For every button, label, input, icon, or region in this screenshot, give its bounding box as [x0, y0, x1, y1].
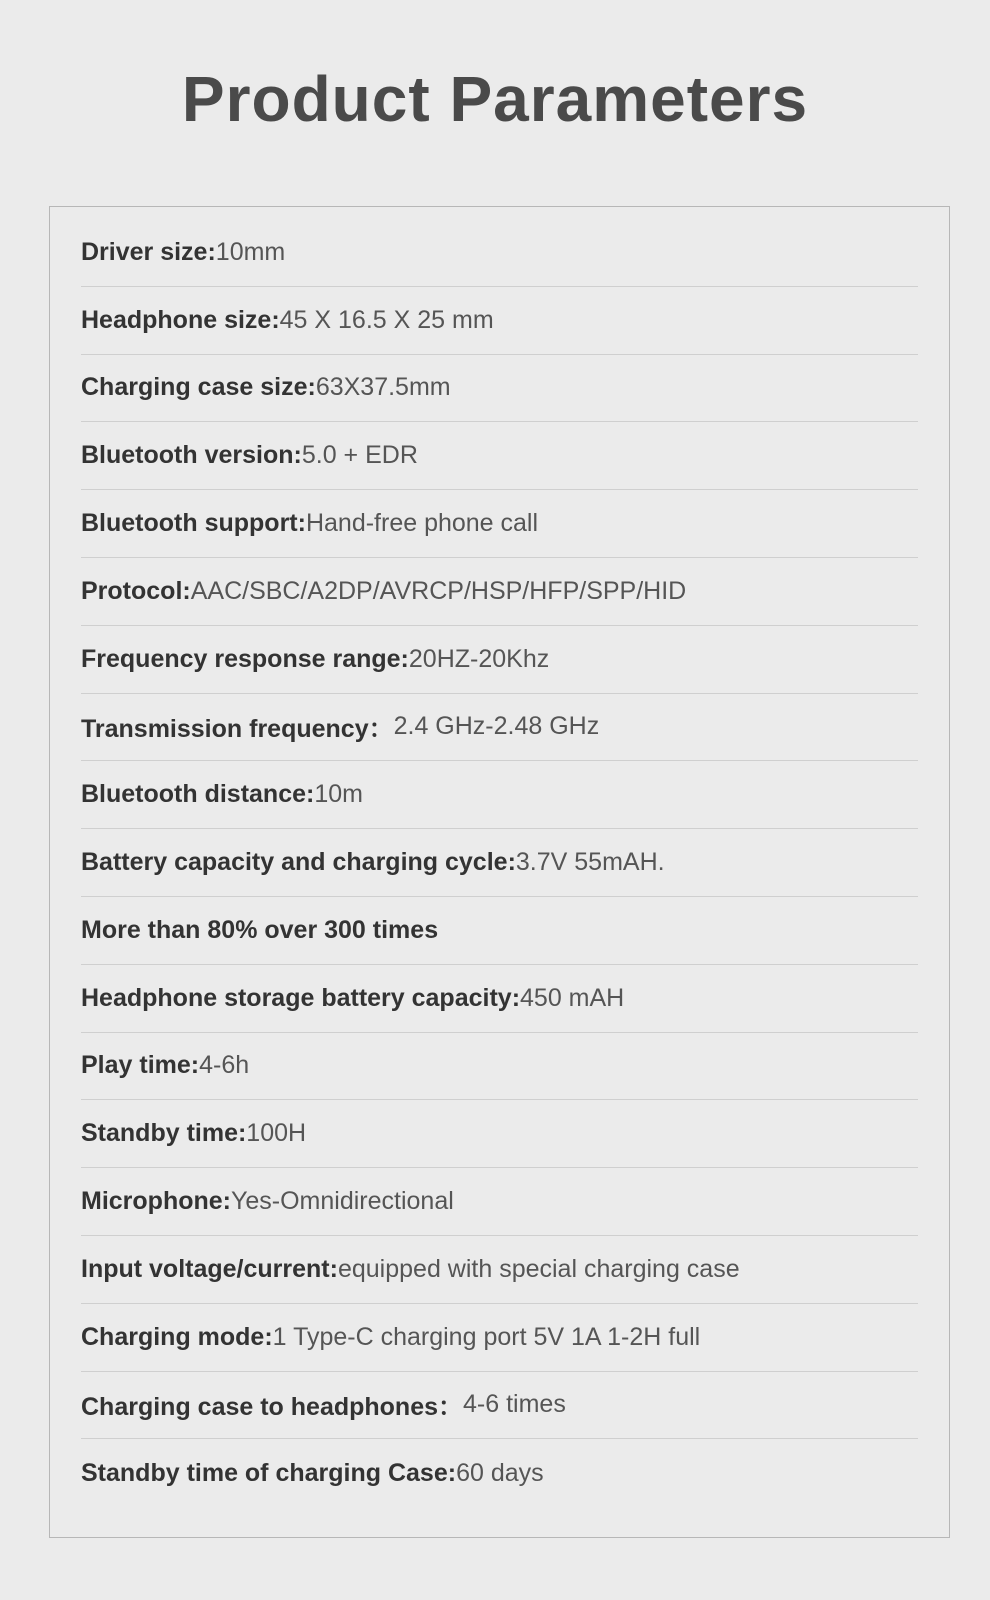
param-row-input-voltage: [81, 1236, 918, 1304]
param-row-driver-size: [81, 219, 918, 287]
param-row-transmission-frequency: [81, 694, 918, 762]
param-value: 1 Type-C charging port 5V 1A 1-2H full: [272, 1322, 701, 1351]
param-label: Play time:: [81, 1051, 200, 1080]
param-label: Charging case to headphones：: [81, 1392, 464, 1421]
param-value: 45 X 16.5 X 25 mm: [279, 305, 494, 334]
param-row-charging-cycle-note: [81, 897, 918, 965]
param-row-case-to-headphones: [81, 1372, 918, 1440]
param-label: Bluetooth support:: [81, 509, 306, 538]
param-label: Standby time:: [81, 1119, 247, 1148]
param-row-microphone: [81, 1168, 918, 1236]
param-row-play-time: [81, 1033, 918, 1101]
param-value: 10mm: [215, 237, 286, 266]
param-label: Headphone storage battery capacity:: [81, 983, 521, 1012]
param-row-frequency-response: [81, 626, 918, 694]
param-value: Hand-free phone call: [305, 509, 539, 538]
param-row-storage-battery: [81, 965, 918, 1033]
param-label: Standby time of charging Case:: [81, 1458, 457, 1487]
param-value: equipped with special charging case: [337, 1254, 740, 1283]
param-value: 4-6h: [199, 1051, 250, 1080]
param-label: Input voltage/current:: [81, 1254, 338, 1283]
parameters-list: [50, 207, 949, 1507]
param-label: Charging mode:: [81, 1322, 273, 1351]
param-row-protocol: [81, 558, 918, 626]
param-label: Microphone:: [81, 1187, 231, 1216]
param-row-bluetooth-version: [81, 422, 918, 490]
param-row-charging-mode: [81, 1304, 918, 1372]
param-value: 10m: [314, 780, 363, 809]
param-row-battery-capacity: [81, 829, 918, 897]
param-value: 450 mAH: [520, 983, 625, 1012]
param-label: Bluetooth distance:: [81, 780, 315, 809]
param-value: 20HZ-20Khz: [408, 644, 550, 673]
param-row-headphone-size: [81, 287, 918, 355]
param-value: AAC/SBC/A2DP/AVRCP/HSP/HFP/SPP/HID: [190, 576, 687, 605]
param-label: Driver size:: [81, 237, 216, 266]
param-value: 3.7V 55mAH.: [515, 848, 665, 877]
param-label: Transmission frequency：: [81, 714, 394, 743]
param-value: 100H: [246, 1119, 307, 1148]
param-label: Bluetooth version:: [81, 441, 302, 470]
param-value: 2.4 GHz-2.48 GHz: [393, 712, 600, 741]
param-label: More than 80% over 300 times: [81, 915, 439, 944]
param-value: Yes-Omnidirectional: [231, 1187, 454, 1216]
param-label: Headphone size:: [81, 305, 280, 334]
page-title: Product Parameters: [181, 63, 809, 135]
param-value: 63X37.5mm: [315, 373, 451, 402]
param-row-case-standby-time: [81, 1439, 918, 1507]
parameters-panel: [49, 206, 950, 1538]
param-row-standby-time: [81, 1100, 918, 1168]
param-value: 60 days: [456, 1458, 544, 1487]
param-row-bluetooth-distance: [81, 761, 918, 829]
param-row-bluetooth-support: [81, 490, 918, 558]
param-label: Battery capacity and charging cycle:: [81, 848, 516, 877]
param-label: Frequency response range:: [81, 644, 409, 673]
param-label: Charging case size:: [81, 373, 316, 402]
param-label: Protocol:: [81, 576, 191, 605]
param-row-charging-case-size: [81, 355, 918, 423]
param-value: 5.0 + EDR: [301, 441, 418, 470]
param-value: 4-6 times: [463, 1390, 566, 1419]
